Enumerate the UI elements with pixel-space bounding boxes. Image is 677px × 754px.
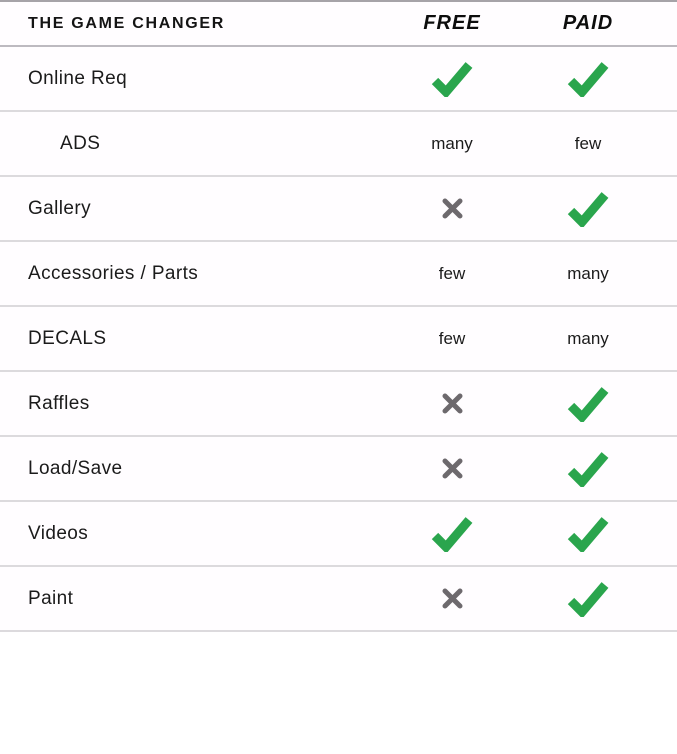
cell-free (384, 457, 520, 480)
cell-value: many (431, 133, 473, 153)
table-row (0, 242, 677, 307)
cell-paid (520, 134, 656, 154)
cell-paid (520, 386, 656, 422)
cell-free (384, 61, 520, 97)
cell-value: many (567, 328, 609, 348)
cell-paid (520, 264, 656, 284)
row-label: ADS (60, 132, 101, 154)
check-icon (566, 516, 610, 552)
cell-value: few (438, 328, 466, 348)
row-label: Accessories / Parts (28, 262, 199, 284)
check-icon (430, 61, 474, 97)
cell-value: few (574, 133, 602, 153)
cross-icon (441, 457, 464, 480)
cell-value: few (438, 263, 466, 283)
cell-free (384, 392, 520, 415)
cell-paid (520, 191, 656, 227)
cell-free (384, 264, 520, 284)
cell-free (384, 134, 520, 154)
table-row (0, 112, 677, 177)
cell-paid (520, 61, 656, 97)
check-icon (430, 516, 474, 552)
cell-free (384, 197, 520, 220)
cell-paid (520, 329, 656, 349)
row-label: Raffles (28, 392, 90, 414)
table-row (0, 502, 677, 567)
column-header-paid: PAID (562, 12, 614, 34)
check-icon (566, 451, 610, 487)
cross-icon (441, 197, 464, 220)
table-row (0, 177, 677, 242)
table-row (0, 47, 677, 112)
cell-paid (520, 451, 656, 487)
row-label: Paint (28, 587, 74, 609)
check-icon (566, 191, 610, 227)
table-row (0, 372, 677, 437)
table-header (0, 2, 677, 47)
table-body (0, 47, 677, 632)
cell-paid (520, 516, 656, 552)
cross-icon (441, 587, 464, 610)
check-icon (566, 581, 610, 617)
table-row (0, 307, 677, 372)
column-header-free: FREE (423, 12, 481, 34)
cell-paid (520, 581, 656, 617)
page-title: THE GAME CHANGER (28, 14, 225, 32)
row-label: Online Req (28, 67, 128, 89)
cross-icon (441, 392, 464, 415)
row-label: Videos (28, 522, 89, 544)
cell-free (384, 587, 520, 610)
row-label: Load/Save (28, 457, 123, 479)
table-row (0, 567, 677, 632)
check-icon (566, 61, 610, 97)
row-label: Gallery (28, 197, 91, 219)
row-label: DECALS (28, 327, 107, 349)
check-icon (566, 386, 610, 422)
table-row (0, 437, 677, 502)
cell-free (384, 516, 520, 552)
cell-value: many (567, 263, 609, 283)
cell-free (384, 329, 520, 349)
